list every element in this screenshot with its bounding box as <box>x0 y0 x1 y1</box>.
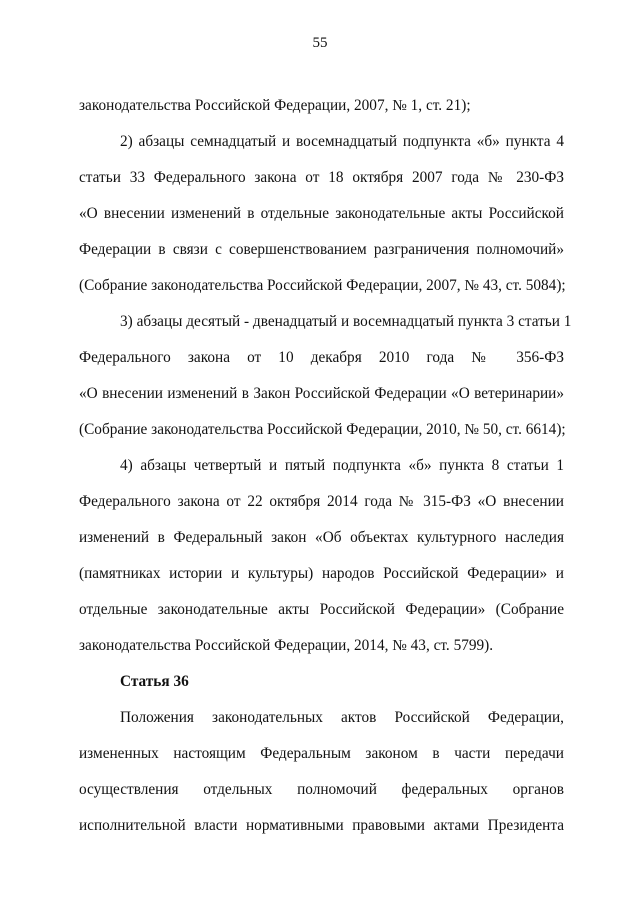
text-line: изменений в Федеральный закон «Об объектах культурного наследия <box>79 529 564 546</box>
page-number: 55 <box>312 35 328 51</box>
text-line: 3) абзацы десятый - двенадцатый и восемнадцатый пункта 3 статьи 1 <box>120 313 572 330</box>
text-line: Положения законодательных актов Российской Федерации, <box>120 709 564 726</box>
text-line: (Собрание законодательства Российской Федерации, 2007, № 43, ст. 5084); <box>79 277 566 294</box>
text-line: отдельные законодательные акты Российской Федерации» (Собрание <box>79 601 564 618</box>
text-line: измененных настоящим Федеральным законом в части передачи <box>79 745 564 762</box>
text-line: (памятниках истории и культуры) народов Российской Федерации» и <box>79 565 564 582</box>
text-line: Федерации в связи с совершенствованием разграничения полномочий» <box>79 241 564 258</box>
text-line: (Собрание законодательства Российской Федерации, 2010, № 50, ст. 6614); <box>79 421 566 438</box>
text-line: Федерального закона от 10 декабря 2010 года № 356-ФЗ <box>79 349 564 366</box>
document-body <box>79 88 572 844</box>
text-line: «О внесении изменений в Закон Российской Федерации «О ветеринарии» <box>79 385 564 402</box>
text-line: законодательства Российской Федерации, 2007, № 1, ст. 21); <box>79 97 471 114</box>
text-line: Федерального закона от 22 октября 2014 года № 315-ФЗ «О внесении <box>79 493 564 510</box>
text-line: статьи 33 Федерального закона от 18 октября 2007 года № 230-ФЗ <box>79 169 564 186</box>
article-heading: Статья 36 <box>120 673 189 690</box>
text-line: 2) абзацы семнадцатый и восемнадцатый подпункта «б» пункта 4 <box>120 133 564 150</box>
text-line: «О внесении изменений в отдельные законодательные акты Российской <box>79 205 564 222</box>
text-line: осуществления отдельных полномочий федеральных органов <box>79 781 564 798</box>
text-line: исполнительной власти нормативными правовыми актами Президента <box>79 817 564 834</box>
text-line: законодательства Российской Федерации, 2014, № 43, ст. 5799). <box>79 637 494 654</box>
text-line: 4) абзацы четвертый и пятый подпункта «б» пункта 8 статьи 1 <box>120 457 564 474</box>
